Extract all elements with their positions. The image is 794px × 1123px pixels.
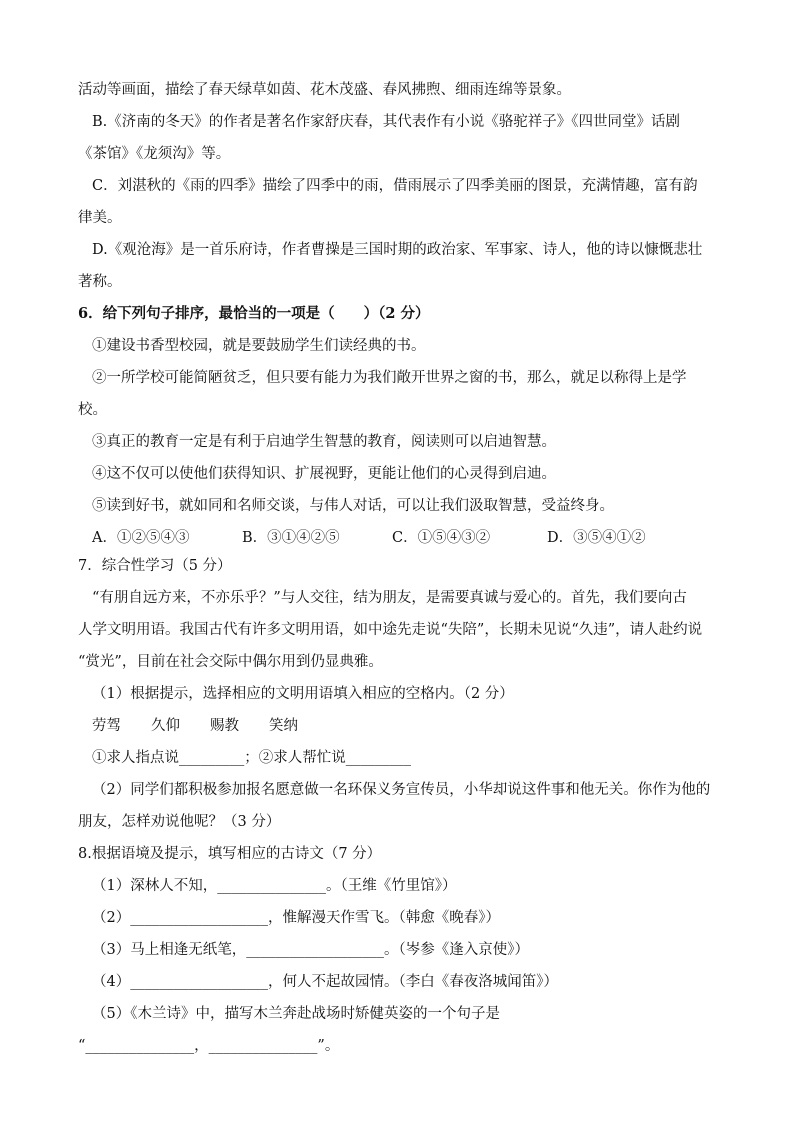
question-7-title: 7．综合性学习（5 分） — [78, 558, 232, 574]
q8-item: （5）《木兰诗》中，描写木兰奔赴战场时矫健英姿的一个句子是 — [92, 1006, 500, 1022]
q7-paragraph: 人学文明用语。我国古代有许多文明用语，如中途先走说“失陪”，长期未见说“久违”，请人赴约说 — [78, 622, 703, 638]
q7-word: 赐教 — [210, 718, 239, 734]
text-line: 著称。 — [78, 274, 122, 290]
q7-paragraph: “有朋自远方来，不亦乐乎？”与人交往，结为朋友，是需要真诚与爱心的。首先，我们要向古 — [92, 590, 687, 606]
option-c: C．刘湛秋的《雨的四季》描绘了四季中的雨，借雨展示了四季美丽的图景，充满情趣，富有韵 — [92, 178, 698, 194]
q8-item: （3）马上相逢无纸笔，___________________。（岑参《逢入京使》） — [92, 942, 529, 958]
option-d: D.《观沧海》是一首乐府诗，作者曹操是三国时期的政治家、军事家、诗人，他的诗以慷慨悲壮 — [92, 242, 703, 258]
text-line: 《茶馆》《龙须沟》等。 — [78, 146, 231, 162]
text-line: 活动等画面，描绘了春天绿草如茵、花木茂盛、春风拂煦、细雨连绵等景象。 — [78, 82, 571, 98]
question-6-title: 6．给下列句子排序，最恰当的一项是（ ）（2 分） — [78, 305, 430, 322]
text-line: 校。 — [78, 402, 107, 418]
q8-item: （4）___________________，何人不起故园情。（李白《春夜洛城闻笛》） — [92, 974, 558, 990]
q7-word: 劳驾 — [92, 718, 121, 734]
q7-sub2: 朋友，怎样劝说他呢？（3 分） — [78, 814, 281, 830]
q7-word: 久仰 — [151, 718, 180, 734]
q8-item: “_______________，_______________”。 — [78, 1038, 340, 1054]
sentence-1: ①建设书香型校园，就是要鼓励学生们读经典的书。 — [92, 338, 426, 354]
q6-option-d: D．③⑤④①② — [547, 530, 646, 546]
q6-option-a: A．①②⑤④③ — [92, 530, 190, 546]
q7-word-list — [92, 716, 328, 736]
sentence-3: ③真正的教育一定是有利于启迪学生智慧的教育，阅读则可以启迪智慧。 — [92, 434, 556, 450]
sentence-2: ②一所学校可能简陋贫乏，但只要有能力为我们敞开世界之窗的书，那么，就足以称得上是学 — [92, 370, 687, 386]
q7-fill-blanks: ①求人指点说_________；②求人帮忙说_________ — [92, 750, 411, 766]
text-line: 律美。 — [78, 210, 122, 226]
question-8-title: 8.根据语境及提示，填写相应的古诗文（7 分） — [78, 846, 382, 862]
q7-paragraph: “赏光”，目前在社会交际中偶尔用到仍显典雅。 — [78, 654, 383, 670]
q7-word: 笑纳 — [269, 718, 298, 734]
sentence-5: ⑤读到好书，就如同和名师交谈，与伟人对话，可以让我们汲取智慧，受益终身。 — [92, 498, 614, 514]
q6-option-b: B．③①④②⑤ — [242, 530, 340, 546]
q7-sub2: （2）同学们都积极参加报名愿意做一名环保义务宣传员，小华却说这件事和他无关。你作为他的 — [92, 782, 711, 798]
q6-option-c: C．①⑤④③② — [392, 530, 491, 546]
q8-item: （1）深林人不知，_______________。（王维《竹里馆》） — [92, 878, 457, 894]
option-b: B.《济南的冬天》的作者是著名作家舒庆春，其代表作有小说《骆驼祥子》《四世同堂》话剧 — [92, 114, 681, 130]
q6-options — [92, 528, 646, 548]
sentence-4: ④这不仅可以使他们获得知识、扩展视野，更能让他们的心灵得到启迪。 — [92, 466, 556, 482]
q7-sub1: （1）根据提示，选择相应的文明用语填入相应的空格内。（2 分） — [92, 686, 514, 702]
q8-item: （2）___________________，惟解漫天作雪飞。（韩愈《晚春》） — [92, 910, 500, 926]
